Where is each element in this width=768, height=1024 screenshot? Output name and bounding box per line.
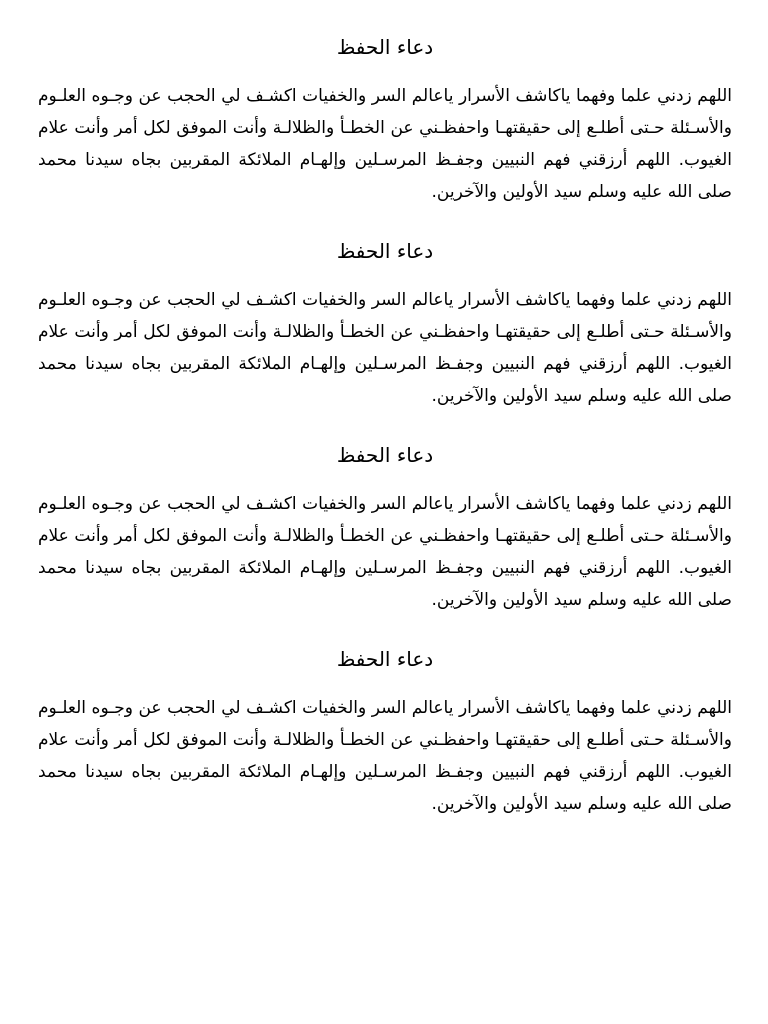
prayer-section-1: [38, 34, 732, 208]
section-title: دعاء الحفظ: [336, 443, 434, 467]
section-title: دعاء الحفظ: [336, 647, 434, 671]
prayer-section-3: [38, 442, 732, 616]
prayer-paragraph: اللهم زدني علما وفهما ياكاشف الأسرار ياعالم السر والخفيات اكشـف لي الحجب عن وجـوه العلـوم والأسـئلة حـتى أطلـع إلى حقيقتهـا واحفظـني عن الخطـأ والظلالـة وأنت الموفق لكل أمر وأنت علام الغيوب. اللهم أرزقني فهم النبيين وجفـظ المرسـلين وإلهـام الملائكة المقربين بجاه سيدنا محمد صلى الله عليه وسلم سيد الأولين والآخرين.: [38, 290, 732, 406]
prayer-paragraph: اللهم زدني علما وفهما ياكاشف الأسرار ياعالم السر والخفيات اكشـف لي الحجب عن وجـوه العلـوم والأسـئلة حـتى أطلـع إلى حقيقتهـا واحفظـني عن الخطـأ والظلالـة وأنت الموفق لكل أمر وأنت علام الغيوب. اللهم أرزقني فهم النبيين وجفـظ المرسـلين وإلهـام الملائكة المقربين بجاه سيدنا محمد صلى الله عليه وسلم سيد الأولين والآخرين.: [38, 86, 732, 202]
prayer-paragraph: اللهم زدني علما وفهما ياكاشف الأسرار ياعالم السر والخفيات اكشـف لي الحجب عن وجـوه العلـوم والأسـئلة حـتى أطلـع إلى حقيقتهـا واحفظـني عن الخطـأ والظلالـة وأنت الموفق لكل أمر وأنت علام الغيوب. اللهم أرزقني فهم النبيين وجفـظ المرسـلين وإلهـام الملائكة المقربين بجاه سيدنا محمد صلى الله عليه وسلم سيد الأولين والآخرين.: [38, 494, 732, 610]
prayer-section-2: [38, 238, 732, 412]
section-title: دعاء الحفظ: [336, 35, 434, 59]
section-title: دعاء الحفظ: [336, 239, 434, 263]
prayer-paragraph: اللهم زدني علما وفهما ياكاشف الأسرار ياعالم السر والخفيات اكشـف لي الحجب عن وجـوه العلـوم والأسـئلة حـتى أطلـع إلى حقيقتهـا واحفظـني عن الخطـأ والظلالـة وأنت الموفق لكل أمر وأنت علام الغيوب. اللهم أرزقني فهم النبيين وجفـظ المرسـلين وإلهـام الملائكة المقربين بجاه سيدنا محمد صلى الله عليه وسلم سيد الأولين والآخرين.: [38, 698, 732, 814]
prayer-section-4: [38, 646, 732, 820]
